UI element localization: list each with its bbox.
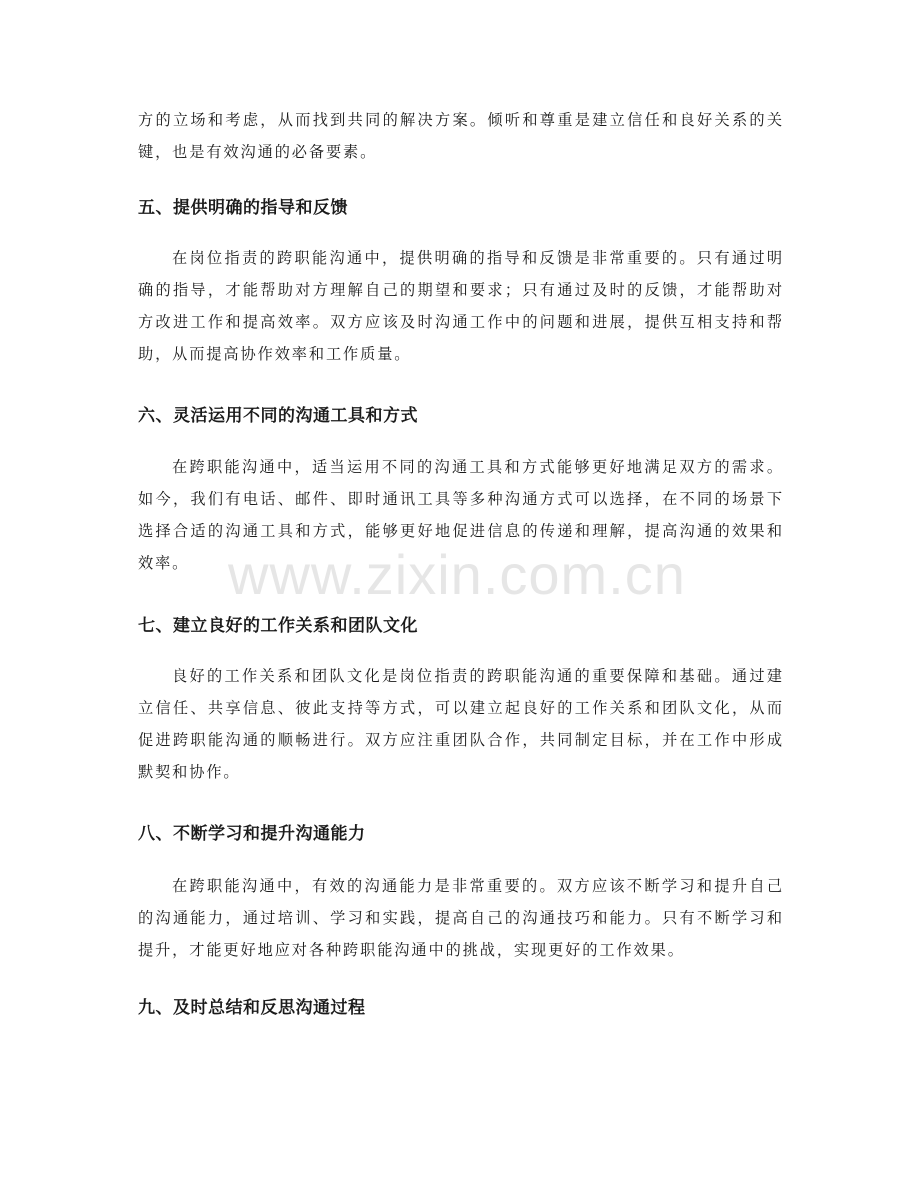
paragraph-communication-tools: 在跨职能沟通中，适当运用不同的沟通工具和方式能够更好地满足双方的需求。如今，我们有电话、邮件、即时通讯工具等多种沟通方式可以选择，在不同的场景下选择合适的沟通工具和方式，能够更好地促进信息的传递和理解，提高沟通的效果和效率。 bbox=[138, 458, 784, 572]
paragraph-learning: 在跨职能沟通中，有效的沟通能力是非常重要的。双方应该不断学习和提升自己的沟通能力，通过培训、学习和实践，提高自己的沟通技巧和能力。只有不断学习和提升，才能更好地应对各种跨职能沟通中的挑战，实现更好的工作效果。 bbox=[138, 877, 784, 959]
paragraph-guidance-feedback: 在岗位指责的跨职能沟通中，提供明确的指导和反馈是非常重要的。只有通过明确的指导，才能帮助对方理解自己的期望和要求；只有通过及时的反馈，才能帮助对方改进工作和提高效率。双方应该及时沟通工作中的问题和进展，提供互相支持和帮助，从而提高协作效率和工作质量。 bbox=[138, 249, 784, 363]
section-heading-9: 九、及时总结和反思沟通过程 bbox=[138, 998, 366, 1018]
section-heading-5: 五、提供明确的指导和反馈 bbox=[138, 198, 348, 218]
paragraph-listening: 方的立场和考虑，从而找到共同的解决方案。倾听和尊重是建立信任和良好关系的关键，也是有效沟通的必备要素。 bbox=[138, 111, 784, 161]
paragraph-team-culture: 良好的工作关系和团队文化是岗位指责的跨职能沟通的重要保障和基础。通过建立信任、共享信息、彼此支持等方式，可以建立起良好的工作关系和团队文化，从而促进跨职能沟通的顺畅进行。双方应注重团队合作，共同制定目标，并在工作中形成默契和协作。 bbox=[138, 667, 784, 781]
watermark: www.zixin.com.cn bbox=[228, 543, 686, 606]
section-heading-8: 八、不断学习和提升沟通能力 bbox=[138, 824, 366, 844]
section-heading-7: 七、建立良好的工作关系和团队文化 bbox=[138, 616, 418, 636]
section-heading-6: 六、灵活运用不同的沟通工具和方式 bbox=[138, 406, 418, 426]
